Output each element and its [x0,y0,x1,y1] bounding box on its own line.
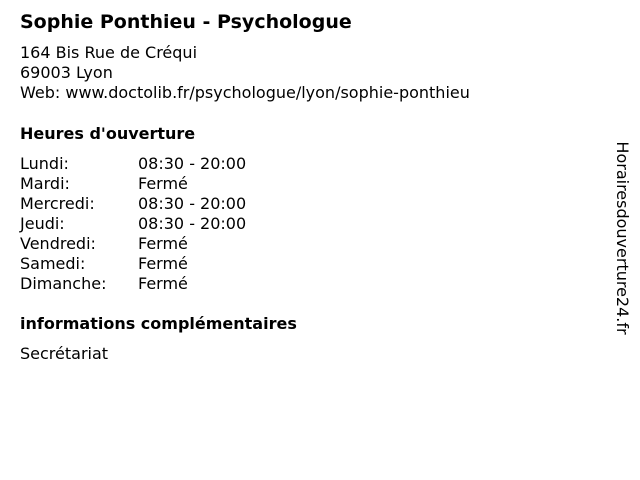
city-postal-code: 69003 Lyon [20,63,113,82]
opening-hours-table [20,154,340,294]
hours-value: 08:30 - 20:00 [138,194,247,213]
day-label: Samedi: [20,254,86,273]
hours-row-monday [20,154,340,174]
additional-info-text: Secrétariat [20,344,109,363]
hours-row-wednesday [20,194,340,214]
day-label: Mardi: [20,174,70,193]
hours-value: Fermé [138,254,188,273]
site-watermark: Horairesdouverture24.fr [613,141,632,335]
day-label: Lundi: [20,154,69,173]
hours-value: 08:30 - 20:00 [138,154,247,173]
hours-row-friday [20,234,340,254]
day-label: Mercredi: [20,194,95,213]
day-label: Dimanche: [20,274,107,293]
hours-row-saturday [20,254,340,274]
hours-row-thursday [20,214,340,234]
opening-hours-heading: Heures d'ouverture [20,124,196,143]
day-label: Jeudi: [20,214,65,233]
day-label: Vendredi: [20,234,96,253]
page-title: Sophie Ponthieu - Psychologue [20,11,352,33]
hours-row-sunday [20,274,340,294]
hours-value: 08:30 - 20:00 [138,214,247,233]
address-block [20,43,470,103]
street-address: 164 Bis Rue de Créqui [20,43,198,62]
hours-row-tuesday [20,174,340,194]
additional-info-heading: informations complémentaires [20,314,297,333]
hours-value: Fermé [138,174,188,193]
hours-value: Fermé [138,234,188,253]
website-line: Web: www.doctolib.fr/psychologue/lyon/sophie-ponthieu [20,83,470,102]
hours-value: Fermé [138,274,188,293]
